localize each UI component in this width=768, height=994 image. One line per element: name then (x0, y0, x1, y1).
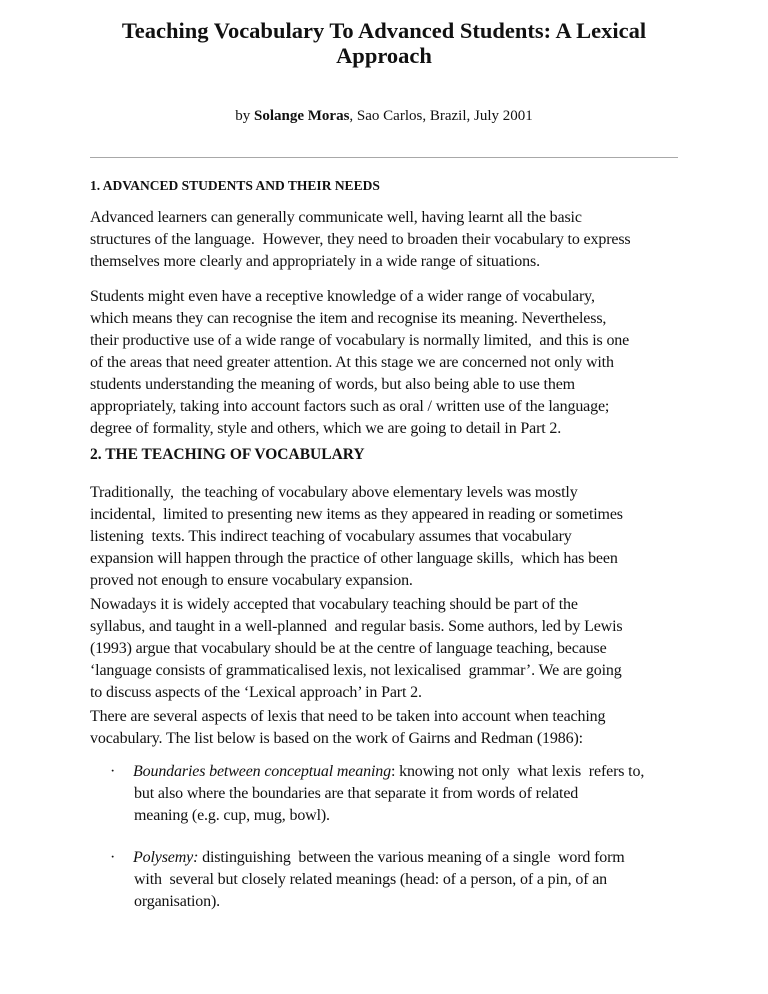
document-title: Teaching Vocabulary To Advanced Students: A Lexical Approach (121, 18, 647, 68)
bullet-term: Boundaries between conceptual meaning (133, 763, 391, 780)
byline-prefix: by (235, 108, 254, 124)
bullet-text: distinguishing between the various meaning of a single word form (198, 849, 625, 866)
paragraph: Traditionally, the teaching of vocabulary above elementary levels was mostly incidental, limited to presenting new items as they appeared in reading or sometimes listening texts. This indirect teaching of vocabulary assumes that vocabulary expansion will happen through the practice of other language skills, which has been proved not enough to ensure vocabulary expansion. (90, 484, 623, 589)
bullet-text-continued: but also where the boundaries are that separate it from words of related meaning (e.g. cup, mug, bowl). (134, 785, 579, 824)
bullet-icon: · (110, 849, 116, 866)
bullet-separator: : (390, 763, 396, 780)
section-heading-advanced-students: 1. ADVANCED STUDENTS AND THEIR NEEDS (90, 178, 380, 193)
paragraph: Students might even have a receptive knowledge of a wider range of vocabulary, which means they can recognise the item and recognise its meaning. Nevertheless, their productive use of a wide range of vocabulary is normally limited, and this is one of the areas that need greater attention. At this stage we are concerned not only with students understanding the meaning of words, but also being able to use them appropriately, taking into account factors such as oral / written use of the language; degree of formality, style and others, which we are going to detail in Part 2. (90, 288, 630, 437)
byline-location-date: , Sao Carlos, Brazil, July 2001 (349, 108, 533, 124)
bullet-text-continued: with several but closely related meanings (head: of a person, of a pin, of an organisation). (134, 871, 608, 910)
paragraph: There are several aspects of lexis that need to be taken into account when teaching vocabulary. The list below is based on the work of Gairns and Redman (1986): (90, 708, 606, 747)
bullet-text: knowing not only what lexis refers to, (395, 763, 645, 780)
bullet-icon: · (110, 763, 116, 780)
bullet-term: Polysemy: (133, 849, 199, 866)
horizontal-divider (90, 157, 678, 158)
paragraph: Nowadays it is widely accepted that vocabulary teaching should be part of the syllabus, and taught in a well-planned and regular basis. Some authors, led by Lewis (1993) argue that vocabulary should be at the centre of language teaching, because ‘language consists of grammaticalised lexis, not lexicalised grammar’. We are going to discuss aspects of the ‘Lexical approach’ in Part 2. (90, 596, 623, 701)
section-heading-teaching-vocabulary: 2. THE TEACHING OF VOCABULARY (90, 446, 365, 463)
paragraph: Advanced learners can generally communicate well, having learnt all the basic structures of the language. However, they need to broaden their vocabulary to express themselves more clearly and appropriately in a wide range of situations. (90, 209, 631, 270)
byline (0, 108, 768, 125)
author-name: Solange Moras (254, 108, 350, 124)
